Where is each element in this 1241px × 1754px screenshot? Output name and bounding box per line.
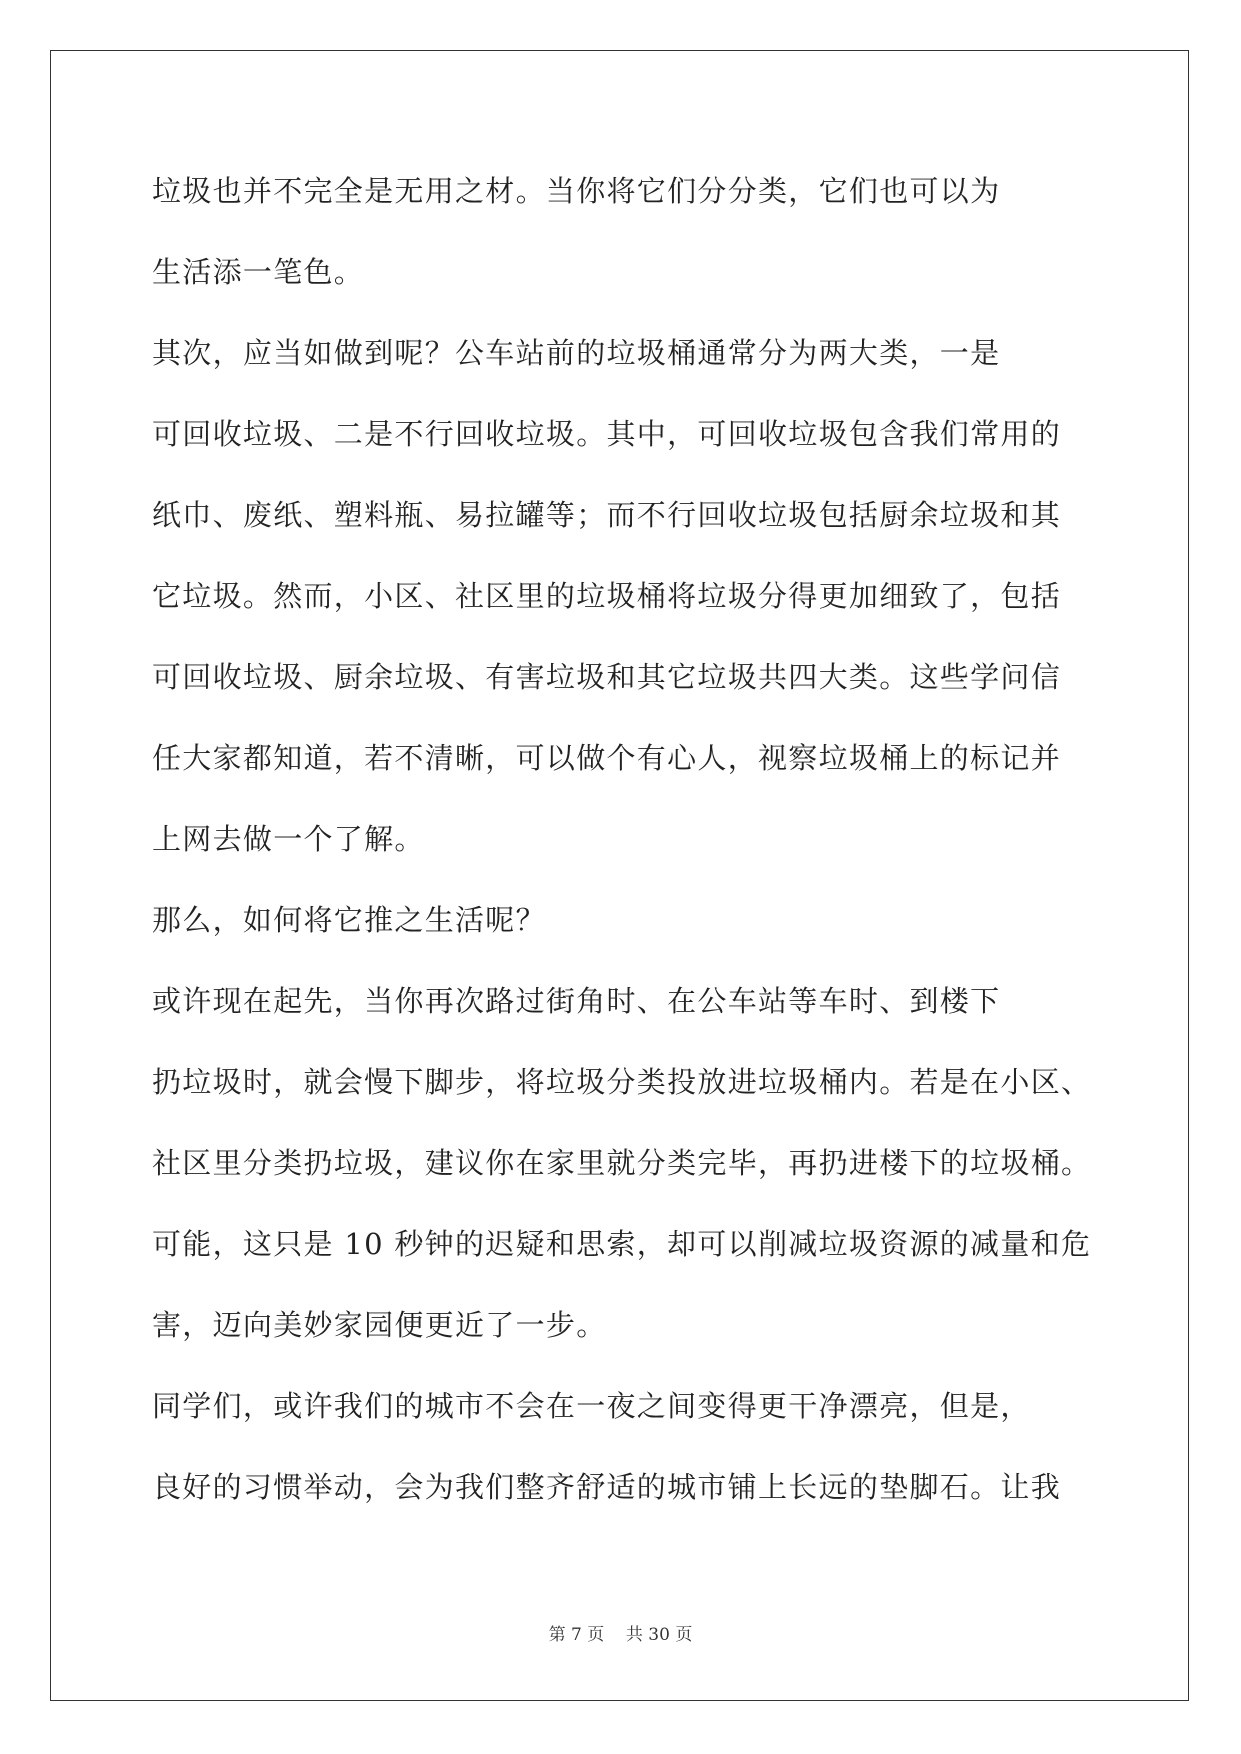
text-line: 它垃圾。然而，小区、社区里的垃圾桶将垃圾分得更加细致了，包括 [152, 579, 1062, 613]
document-body [152, 167, 1090, 1544]
text-line: 上网去做一个了解。 [152, 822, 425, 856]
text-line: 害，迈向美妙家园便更近了一步。 [152, 1308, 607, 1342]
text-line: 纸巾、废纸、塑料瓶、易拉罐等；而不行回收垃圾包括厨余垃圾和其 [152, 498, 1062, 532]
text-line: 其次，应当如做到呢？公车站前的垃圾桶通常分为两大类，一是 [152, 336, 1001, 370]
text-line: 社区里分类扔垃圾，建议你在家里就分类完毕，再扔进楼下的垃圾桶。 [152, 1146, 1092, 1180]
text-line: 生活添一笔色。 [152, 255, 365, 289]
text-line: 可回收垃圾、厨余垃圾、有害垃圾和其它垃圾共四大类。这些学问信 [152, 660, 1062, 694]
text-line: 那么，如何将它推之生活呢？ [152, 903, 546, 937]
text-line: 垃圾也并不完全是无用之材。当你将它们分分类，它们也可以为 [152, 174, 1001, 208]
text-line: 良好的习惯举动，会为我们整齐舒适的城市铺上长远的垫脚石。让我 [152, 1470, 1062, 1504]
page-number: 第 7 页 共 30 页 [548, 1625, 693, 1645]
text-line: 或许现在起先，当你再次路过街角时、在公车站等车时、到楼下 [152, 984, 1001, 1018]
text-line: 扔垃圾时，就会慢下脚步，将垃圾分类投放进垃圾桶内。若是在小区、 [152, 1065, 1092, 1099]
text-line: 可能，这只是 10 秒钟的迟疑和思索，却可以削减垃圾资源的减量和危 [152, 1227, 1092, 1261]
text-line: 可回收垃圾、二是不行回收垃圾。其中，可回收垃圾包含我们常用的 [152, 417, 1062, 451]
text-line: 同学们，或许我们的城市不会在一夜之间变得更干净漂亮，但是， [152, 1389, 1031, 1423]
text-line: 任大家都知道，若不清晰，可以做个有心人，视察垃圾桶上的标记并 [152, 741, 1062, 775]
